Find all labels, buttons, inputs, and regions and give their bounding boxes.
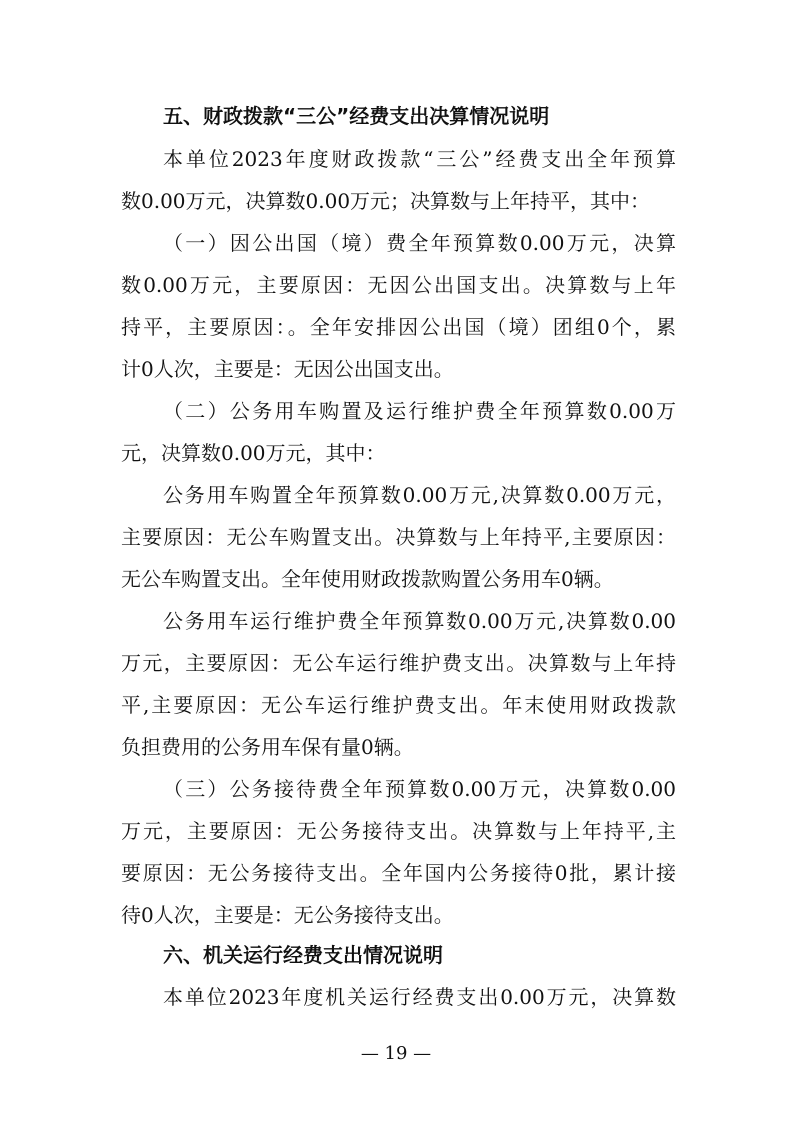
paragraph-line: 本单位2023年度财政拨款“三公”经费支出全年预算 bbox=[163, 147, 676, 171]
paragraph-line: 持平，主要原因：。全年安排因公出国（境）团组0个，累 bbox=[121, 315, 676, 339]
paragraph-line: 数0.00万元，主要原因：无因公出国支出。决算数与上年 bbox=[121, 273, 676, 297]
paragraph-line: 平,主要原因：无公车运行维护费支出。年末使用财政拨款 bbox=[121, 693, 676, 717]
paragraph-line: 本单位2023年度机关运行经费支出0.00万元，决算数 bbox=[163, 985, 676, 1009]
paragraph-line: 数0.00万元，决算数0.00万元；决算数与上年持平，其中： bbox=[121, 189, 651, 213]
paragraph-line: 要原因：无公务接待支出。全年国内公务接待0批，累计接 bbox=[121, 861, 676, 885]
paragraph-line: 万元，主要原因：无公务接待支出。决算数与上年持平,主 bbox=[121, 819, 676, 843]
paragraph-line: 计0人次，主要是：无因公出国支出。 bbox=[121, 357, 454, 381]
section-heading-six: 六、机关运行经费支出情况说明 bbox=[163, 943, 443, 967]
paragraph-line: （二）公务用车购置及运行维护费全年预算数0.00万 bbox=[163, 399, 676, 423]
paragraph-line: 负担费用的公务用车保有量0辆。 bbox=[121, 735, 414, 759]
paragraph-line: 待0人次，主要是：无公务接待支出。 bbox=[121, 903, 454, 927]
paragraph-line: 无公车购置支出。全年使用财政拨款购置公务用车0辆。 bbox=[121, 567, 614, 591]
paragraph-line: （一）因公出国（境）费全年预算数0.00万元，决算 bbox=[163, 231, 676, 255]
section-heading-five: 五、财政拨款“三公”经费支出决算情况说明 bbox=[163, 104, 550, 128]
paragraph-line: 主要原因：无公车购置支出。决算数与上年持平,主要原因： bbox=[121, 525, 676, 549]
paragraph-line: 公务用车运行维护费全年预算数0.00万元,决算数0.00 bbox=[163, 609, 676, 633]
paragraph-line: 公务用车购置全年预算数0.00万元,决算数0.00万元， bbox=[163, 483, 676, 507]
paragraph-line: 万元，主要原因：无公车运行维护费支出。决算数与上年持 bbox=[121, 651, 676, 675]
paragraph-line: （三）公务接待费全年预算数0.00万元，决算数0.00 bbox=[163, 777, 676, 801]
paragraph-line: 元，决算数0.00万元，其中： bbox=[121, 441, 386, 465]
page-number: — 19 — bbox=[360, 1043, 432, 1064]
